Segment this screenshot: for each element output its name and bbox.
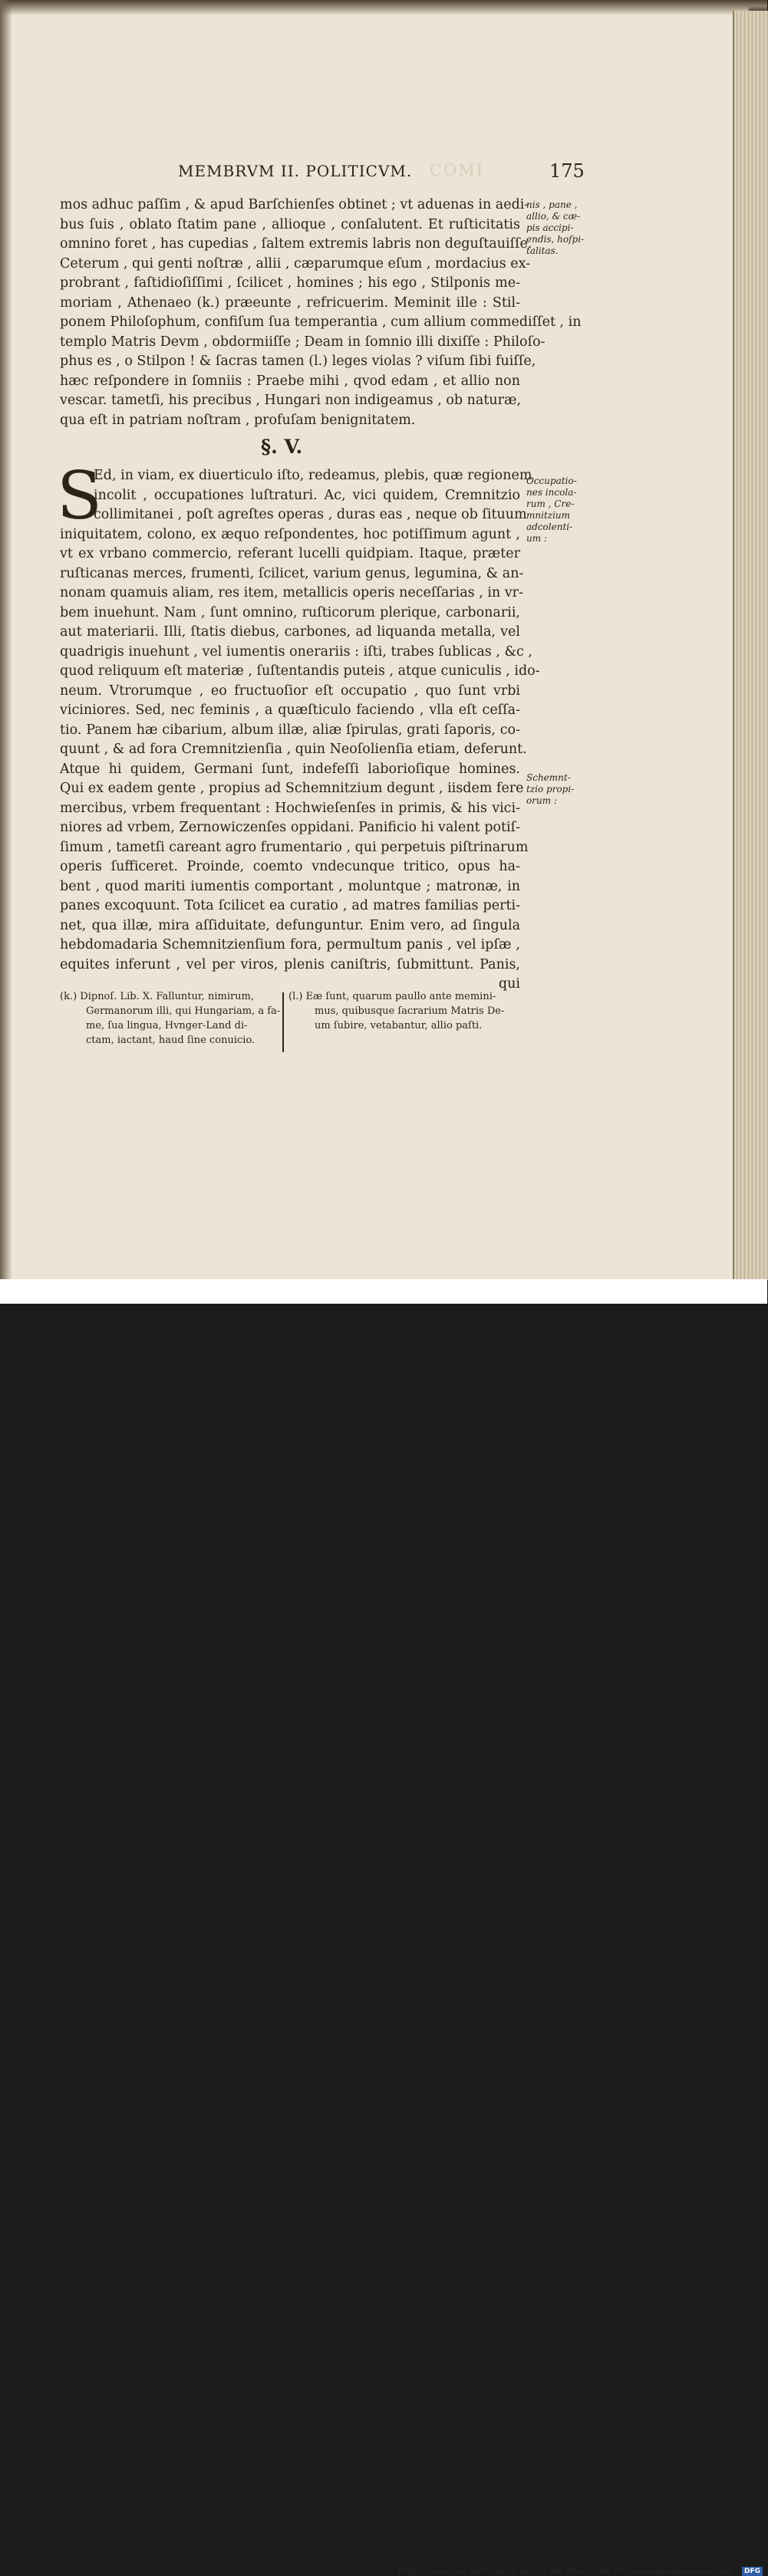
footnote-k	[60, 989, 281, 1048]
text-line: hebdomadaria Schemnitzienſium fora, permultum panis , vel ipſæ ,	[60, 937, 520, 952]
text-line: Ed, in viam, ex diuerticulo iſto, redeamus, plebis, quæ regionem	[94, 468, 532, 483]
footnote-line: ctam, iactant, haud ſine conuicio.	[86, 1035, 255, 1046]
margin-note-line: pis accipi-	[526, 222, 574, 233]
text-line: equites inferunt , vel per viros, plenis caniſtris, ſubmittunt. Panis,	[60, 956, 520, 972]
text-line: quadrigis inuehunt , vel iumentis onerariis : iſti, trabes ſublicas , &c ,	[60, 643, 532, 660]
text-line: phus es , o Stilpon ! & ſacras tamen (l.) leges violas ? viſum ſibi fuiſſe,	[60, 354, 536, 369]
text-line: Ceterum , qui genti noſtræ , allii , cæparumque eſum , mordacius ex-	[60, 255, 531, 271]
text-line: panes excoquunt. Tota ſcilicet ea curatio , ad matres familias perti-	[60, 898, 520, 913]
running-header: MEMBRVM II. POLITICVM.	[178, 162, 413, 180]
margin-note-line: um :	[526, 533, 547, 544]
margin-note-occupations	[526, 475, 586, 544]
margin-note-line: nis , pane ,	[526, 199, 578, 210]
margin-note-line: tzio propi-	[526, 784, 575, 795]
text-line: ſimum , tametſi careant agro frumentario , qui perpetuis piſtrinarum	[60, 839, 529, 855]
margin-note-line: talitas.	[526, 245, 559, 256]
footnote-divider	[282, 992, 284, 1052]
footnote-line: (k.) Dipnoſ. Lib. X. Falluntur, nimirum,	[60, 991, 255, 1002]
footnote-line: (l.) Eæ ſunt, quarum paullo ante memini-	[288, 991, 496, 1002]
margin-note-line: orum :	[526, 795, 557, 806]
footnote-line: mus, quibusque ſacrarium Matris De-	[315, 1005, 505, 1017]
digitization-credit	[397, 2566, 763, 2576]
drop-cap: S	[57, 458, 102, 535]
text-line: incolit , occupationes luſtraturi. Ac, vici quidem, Cremnitzio	[94, 487, 520, 503]
margin-note-schemnitz	[526, 772, 586, 807]
text-line: nonam quamuis aliam, res item, metallicis operis neceſſarias , in vr-	[60, 585, 523, 600]
text-line: operis ſufficeret. Proinde, coemto vndecunque tritico, opus ha-	[60, 859, 520, 874]
text-line: probrant , faſtidioſiſſimi , ſcilicet , homines ; his ego , Stilponis me-	[60, 275, 520, 291]
footer-band	[0, 1279, 767, 2576]
section-heading: §. V.	[261, 436, 303, 458]
page-stack-edge	[733, 11, 768, 1280]
page-number: 175	[549, 160, 585, 182]
text-line: collimitanei , poſt agreſtes operas , duras eas , neque ob ſituum	[94, 507, 527, 522]
credit-text: Digitalisierung gefördert durch die Deutsche Forschungsgemeinschaft -	[397, 2566, 740, 2576]
margin-note-line: mnitzium	[526, 510, 571, 521]
margin-note-hospitality	[526, 199, 586, 257]
text-line: bent , quod mariti iumentis comportant , moluntque ; matronæ, in	[60, 878, 520, 894]
footnote-line: um ſubire, vetabantur, allio paſti.	[315, 1020, 483, 1031]
text-line: omnino foret , has cupedias , ſaltem extremis labris non deguſtauiſſe.	[60, 236, 532, 252]
catchword: qui	[498, 976, 520, 992]
text-line: mercibus, vrbem frequentant : Hochwieſenſes in primis, & his vici-	[60, 800, 520, 816]
text-line: Atque hi quidem, Germani ſunt, indefeſſi laborioſique homines.	[60, 761, 520, 777]
text-line: ruſticanas merces, frumenti, ſcilicet, varium genus, legumina, & an-	[60, 565, 524, 581]
text-line: moriam , Athenaeo (k.) præeunte , refricuerim. Meminit ille : Stil-	[60, 294, 520, 311]
text-line: Qui ex eadem gente , propius ad Schemnitzium degunt , iisdem fere	[60, 781, 524, 796]
text-line: qua eſt in patriam noſtram , profuſam benignitatem.	[60, 412, 416, 428]
text-line: templo Matris Devm , obdormiiſſe ; Deam in ſomnio illi dixiſſe : Philoſo-	[60, 334, 546, 350]
margin-note-line: allio, & cæ-	[526, 211, 581, 222]
text-line: vt ex vrbano commercio, referant lucelli quidpiam. Itaque, præter	[60, 546, 520, 561]
book-page	[0, 0, 749, 1279]
text-line: neum. Vtrorumque , eo fructuoſior eſt occupatio , quo ſunt vrbi	[60, 683, 520, 699]
footnote-l	[288, 989, 519, 1033]
text-line: tio. Panem hæ cibarium, album illæ, aliæ ſpirulas, grati ſaporis, co-	[60, 722, 520, 738]
text-line: bus ſuis , oblato ſtatim pane , allioque , conſalutent. Et ruſticitatis	[60, 216, 520, 232]
bleed-through-text: COMI	[430, 161, 485, 179]
text-line: bem inuehunt. Nam , ſunt omnino, ruſticorum plerique, carbonarii,	[60, 604, 520, 620]
text-line: quunt , & ad fora Cremnitzienſia , quin Neoſolienſia etiam, deferunt.	[60, 742, 527, 757]
footnote-line: me, ſua lingua, Hvnger-Land di-	[86, 1020, 248, 1031]
gutter-shadow	[0, 0, 12, 1279]
margin-note-line: Schemnt-	[526, 772, 571, 783]
top-binding-shadow	[0, 0, 767, 15]
paragraph-section-v	[60, 466, 540, 995]
text-line: mos adhuc paſſim , & apud Barſchienſes obtinet ; vt aduenas in aedi-	[60, 197, 529, 212]
footnotes	[60, 989, 520, 1048]
margin-note-line: adcolenti-	[526, 521, 573, 532]
margin-note-line: endis, hoſpi-	[526, 234, 585, 245]
text-line: quod reliquum eſt materiæ , ſuſtentandis puteis , atque cuniculis , ido-	[60, 663, 540, 679]
text-line: viciniores. Sed, nec feminis , a quæſticulo faciendo , vlla eſt ceſſa-	[60, 702, 520, 718]
text-line: iniquitatem, colono, ex æquo reſpondentes, hoc potiſſimum agunt ,	[60, 526, 520, 542]
text-line: ponem Philoſophum, confiſum ſua temperantia , cum allium commediſſet , in	[60, 314, 582, 330]
text-line: vescar. tametſi, his precibus , Hungari non indigeamus , ob naturæ,	[60, 393, 522, 408]
margin-note-line: nes incola-	[526, 487, 577, 498]
dfg-logo: DFG	[742, 2567, 763, 2576]
footnote-line: Germanorum illi, qui Hungariam, a fa-	[86, 1005, 281, 1017]
text-line: niores ad vrbem, Zernowiczenſes oppidani. Panificio hi valent potiſ-	[60, 820, 520, 835]
margin-note-line: rum , Cre-	[526, 498, 575, 509]
margin-note-line: Occupatio-	[526, 475, 577, 486]
text-line: aut materiarii. Illi, ſtatis diebus, carbones, ad liquanda metalla, vel	[60, 624, 520, 640]
text-line: net, qua illæ, mira aſſiduitate, defunguntur. Enim vero, ad ſingula	[60, 917, 520, 933]
text-line: hæc reſpondere in ſomniis : Praebe mihi , qvod edam , et allio non	[60, 373, 520, 389]
